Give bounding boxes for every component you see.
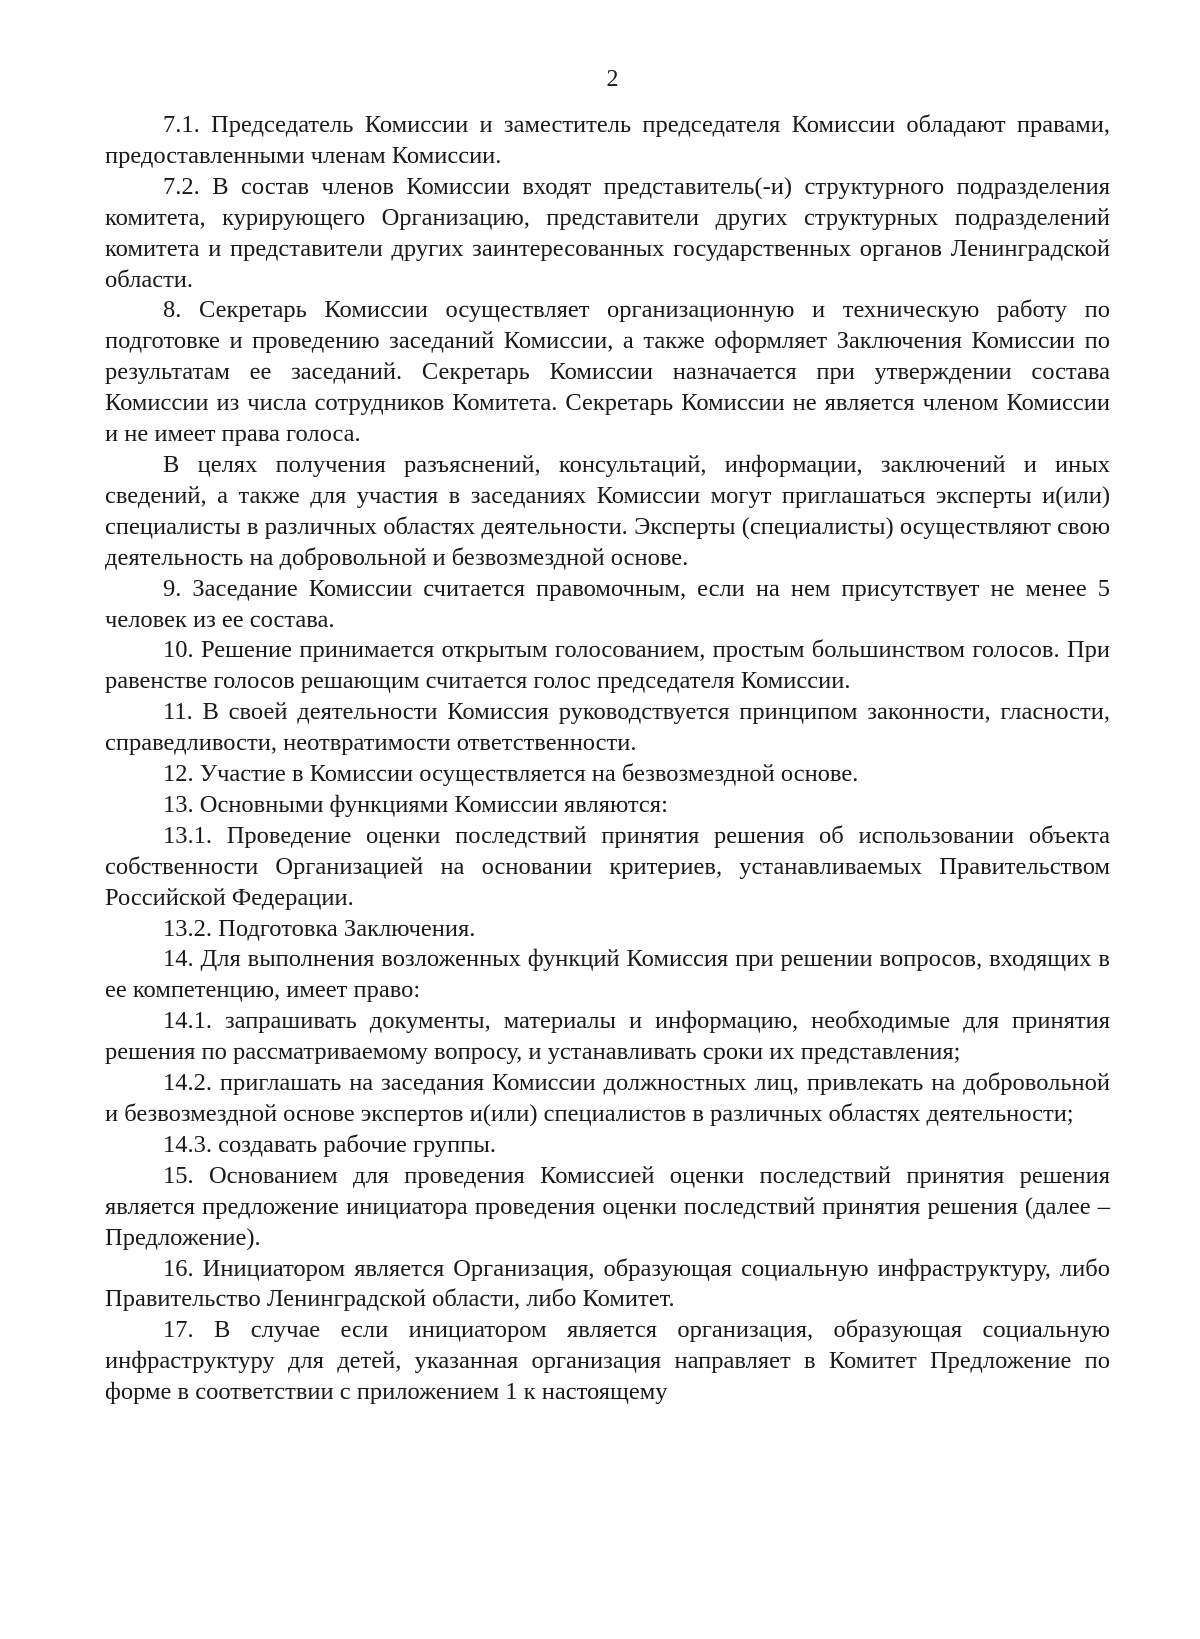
paragraph-experts: В целях получения разъяснений, консультаций, информации, заключений и иных сведений, а также для участия в заседаниях Комиссии могут приглашаться эксперты и(или) специалисты в различных областях деятельности. Эксперты (специалисты) осуществляют свою деятельность на добровольной и безвозмездной основе.: [105, 450, 1110, 571]
paragraph-14-1: 14.1. запрашивать документы, материалы и информацию, необходимые для принятия решения по рассматриваемому вопросу, и устанавливать сроки их представления;: [105, 1007, 1110, 1066]
paragraph-15: 15. Основанием для проведения Комиссией оценки последствий принятия решения является предложение инициатора проведения оценки последствий принятия решения (далее – Предложение).: [105, 1161, 1110, 1251]
paragraph-14: 14. Для выполнения возложенных функций Комиссия при решении вопросов, входящих в ее компетенцию, имеет право:: [105, 945, 1110, 1004]
document-body: [105, 110, 1110, 1408]
paragraph-9: 9. Заседание Комиссии считается правомочным, если на нем присутствует не менее 5 человек из ее состава.: [105, 574, 1110, 633]
paragraph-10: 10. Решение принимается открытым голосованием, простым большинством голосов. При равенстве голосов решающим считается голос председателя Комиссии.: [105, 636, 1110, 695]
paragraph-13-1: 13.1. Проведение оценки последствий принятия решения об использовании объекта собственности Организацией на основании критериев, устанавливаемых Правительством Российской Федерации.: [105, 821, 1110, 911]
paragraph-13: 13. Основными функциями Комиссии являются:: [163, 790, 668, 818]
paragraph-14-3: 14.3. создавать рабочие группы.: [163, 1130, 496, 1158]
paragraph-8: 8. Секретарь Комиссии осуществляет организационную и техническую работу по подготовке и проведению заседаний Комиссии, а также оформляет Заключения Комиссии по результатам ее заседаний. Секретарь Комиссии назначается при утверждении состава Комиссии из числа сотрудников Комитета. Секретарь Комиссии не является членом Комиссии и не имеет права голоса.: [105, 296, 1110, 448]
paragraph-7-1: 7.1. Председатель Комиссии и заместитель председателя Комиссии обладают правами, предоставленными членам Комиссии.: [105, 111, 1110, 169]
paragraph-17: 17. В случае если инициатором является организация, образующая социальную инфраструктуру для детей, указанная организация направляет в Комитет Предложение по форме в соответствии с приложением 1 к настоящему: [105, 1316, 1110, 1406]
page-number: 2: [606, 66, 619, 92]
paragraph-12: 12. Участие в Комиссии осуществляется на безвозмездной основе.: [163, 760, 859, 788]
paragraph-14-2: 14.2. приглашать на заседания Комиссии должностных лиц, привлекать на добровольной и безвозмездной основе экспертов и(или) специалистов в различных областях деятельности;: [105, 1069, 1110, 1127]
paragraph-7-2: 7.2. В состав членов Комиссии входят представитель(-и) структурного подразделения комитета, курирующего Организацию, представители других структурных подразделений комитета и представители других заинтересованных государственных органов Ленинградской области.: [105, 172, 1110, 293]
paragraph-16: 16. Инициатором является Организация, образующая социальную инфраструктуру, либо Правительство Ленинградской области, либо Комитет.: [105, 1254, 1110, 1313]
paragraph-11: 11. В своей деятельности Комиссия руководствуется принципом законности, гласности, справедливости, неотвратимости ответственности.: [105, 698, 1110, 757]
paragraph-13-2: 13.2. Подготовка Заключения.: [163, 914, 476, 942]
